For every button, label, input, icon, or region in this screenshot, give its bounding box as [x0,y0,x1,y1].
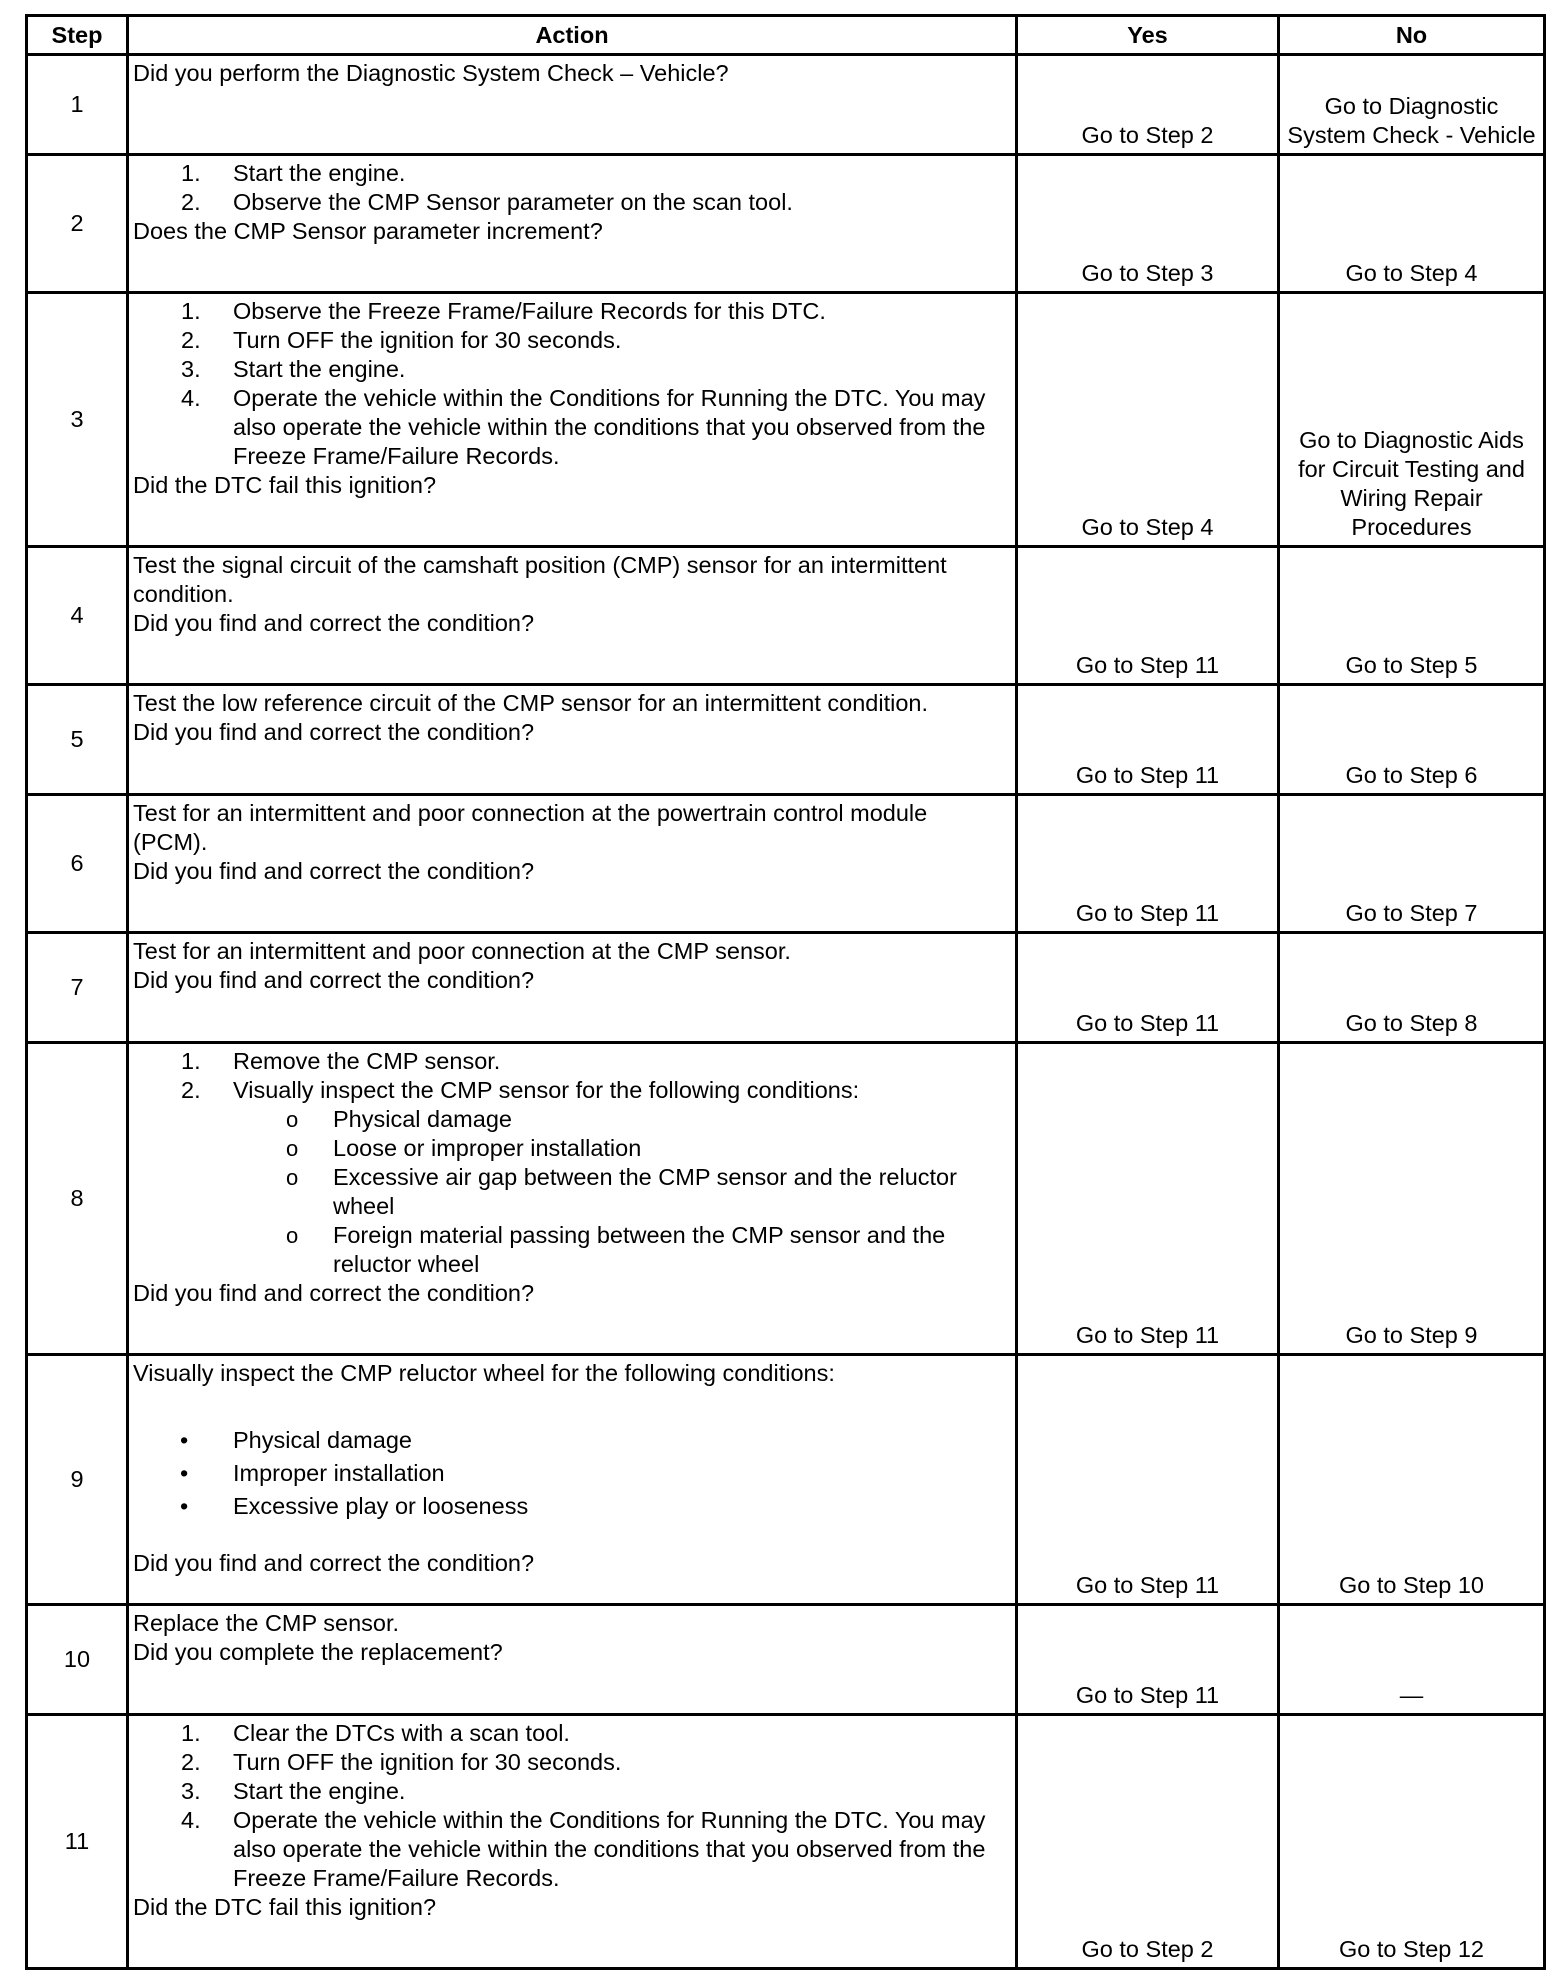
no-cell: Go to Step 10 [1279,1355,1545,1605]
question-text: Did you find and correct the condition? [133,967,535,993]
table-row [27,547,1545,685]
list-item: 3. Start the engine. [181,356,406,382]
header-yes: Yes [1017,16,1279,55]
step-number: 1 [27,55,128,155]
table-row [27,1605,1545,1715]
list-item: 1. Observe the Freeze Frame/Failure Records for this DTC. [181,298,826,324]
table-row [27,55,1545,155]
header-step: Step [27,16,128,55]
no-cell: Go to Step 7 [1279,795,1545,933]
list-item: 2. Turn OFF the ignition for 30 seconds. [181,327,622,353]
table-row [27,293,1545,547]
list-item: 4. Operate the vehicle within the Conditions for Running the DTC. You may also operate the vehicle within the conditions that you observed from the Freeze Frame/Failure Records. [181,1807,986,1891]
question-text: Does the CMP Sensor parameter increment? [133,218,603,244]
numbered-list [133,297,1007,471]
action-cell [128,795,1017,933]
action-text: Test for an intermittent and poor connection at the CMP sensor. [133,938,791,964]
question-text: Did you find and correct the condition? [133,719,535,745]
yes-cell: Go to Step 3 [1017,155,1279,293]
sub-list-item: o Foreign material passing between the CMP sensor and the reluctor wheel [286,1222,946,1277]
action-cell [128,155,1017,293]
no-cell: Go to Step 12 [1279,1715,1545,1969]
question-text: Did you find and correct the condition? [133,1280,535,1306]
table-row [27,1043,1545,1355]
list-item: • Physical damage [180,1427,412,1453]
action-text: Replace the CMP sensor. [133,1610,400,1636]
list-item: • Improper installation [180,1460,445,1486]
list-item: 2. Visually inspect the CMP sensor for the following conditions: o Physical damage o Loose or improper installation o Excessive air gap between the CMP sensor and the reluctor wheel o Foreign material passing between the CMP sensor and the reluctor wheel [233,1076,1007,1279]
sub-list-item: o Excessive air gap between the CMP sensor and the reluctor wheel [286,1164,957,1219]
header-row [27,16,1545,55]
action-text: Test for an intermittent and poor connection at the powertrain control module (PCM). [133,800,928,855]
question-text: Did you find and correct the condition? [133,610,535,636]
yes-cell: Go to Step 11 [1017,1043,1279,1355]
list-item: 4. Operate the vehicle within the Conditions for Running the DTC. You may also operate the vehicle within the conditions that you observed from the Freeze Frame/Failure Records. [181,385,986,469]
action-text: Did you perform the Diagnostic System Check – Vehicle? [133,60,729,86]
sub-list [233,1105,1007,1279]
action-text: Visually inspect the CMP reluctor wheel for the following conditions: [133,1360,835,1386]
action-cell [128,1715,1017,1969]
numbered-list [133,159,1007,217]
action-cell [128,933,1017,1043]
yes-cell: Go to Step 11 [1017,547,1279,685]
yes-cell: Go to Step 11 [1017,933,1279,1043]
bullet-list [133,1424,1007,1523]
action-cell [128,1605,1017,1715]
no-cell: Go to Step 4 [1279,155,1545,293]
yes-cell: Go to Step 11 [1017,685,1279,795]
sub-list-item: o Physical damage [286,1106,512,1132]
question-text: Did the DTC fail this ignition? [133,1894,437,1920]
action-cell [128,685,1017,795]
table-row [27,155,1545,293]
table-row [27,1355,1545,1605]
table-row [27,1715,1545,1969]
table-row [27,933,1545,1043]
action-text: Test the low reference circuit of the CMP sensor for an intermittent condition. [133,690,929,716]
yes-cell: Go to Step 11 [1017,795,1279,933]
no-cell: Go to Diagnostic Aids for Circuit Testing and Wiring Repair Procedures [1279,293,1545,547]
step-number: 2 [27,155,128,293]
no-cell: Go to Step 5 [1279,547,1545,685]
diagnostic-table [25,14,1546,1970]
action-cell [128,1043,1017,1355]
sub-list-item: o Loose or improper installation [286,1135,642,1161]
list-item: 1. Remove the CMP sensor. [181,1048,501,1074]
step-number: 9 [27,1355,128,1605]
step-number: 6 [27,795,128,933]
step-number: 5 [27,685,128,795]
action-cell [128,55,1017,155]
no-cell: Go to Step 9 [1279,1043,1545,1355]
yes-cell: Go to Step 11 [1017,1355,1279,1605]
action-cell [128,547,1017,685]
header-no: No [1279,16,1545,55]
no-cell: Go to Step 6 [1279,685,1545,795]
step-number: 11 [27,1715,128,1969]
no-cell: Go to Step 8 [1279,933,1545,1043]
header-action: Action [128,16,1017,55]
list-item: • Excessive play or looseness [180,1493,529,1519]
action-text: Test the signal circuit of the camshaft position (CMP) sensor for an intermittent condition. [133,552,947,607]
no-cell: — [1279,1605,1545,1715]
action-cell [128,1355,1017,1605]
list-item: 1. Start the engine. [181,160,406,186]
step-number: 3 [27,293,128,547]
list-item: 1. Clear the DTCs with a scan tool. [181,1720,570,1746]
question-text: Did you complete the replacement? [133,1639,503,1665]
action-cell [128,293,1017,547]
step-number: 7 [27,933,128,1043]
numbered-list [133,1719,1007,1893]
yes-cell: Go to Step 11 [1017,1605,1279,1715]
question-text: Did the DTC fail this ignition? [133,472,437,498]
list-item: 3. Start the engine. [181,1778,406,1804]
question-text: Did you find and correct the condition? [133,1550,535,1576]
yes-cell: Go to Step 2 [1017,1715,1279,1969]
numbered-list [133,1047,1007,1279]
step-number: 10 [27,1605,128,1715]
yes-cell: Go to Step 2 [1017,55,1279,155]
table-row [27,685,1545,795]
list-item: 2. Observe the CMP Sensor parameter on the scan tool. [181,189,793,215]
table-row [27,795,1545,933]
yes-cell: Go to Step 4 [1017,293,1279,547]
question-text: Did you find and correct the condition? [133,858,535,884]
list-item: 2. Turn OFF the ignition for 30 seconds. [181,1749,622,1775]
step-number: 8 [27,1043,128,1355]
step-number: 4 [27,547,128,685]
no-cell: Go to Diagnostic System Check - Vehicle [1279,55,1545,155]
